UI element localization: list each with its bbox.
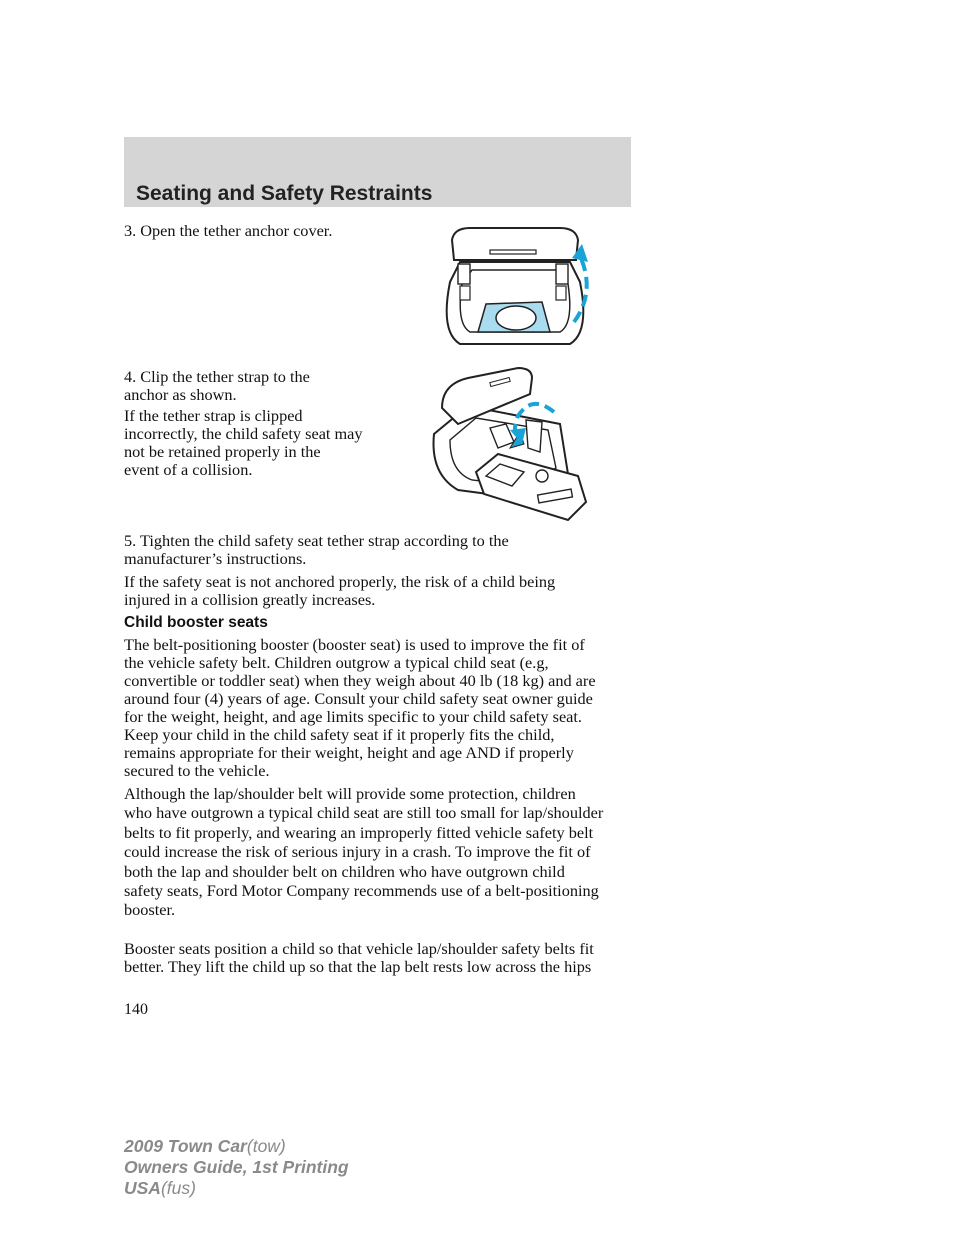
paragraph-line: who have outgrown a typical child seat are still too small for lap/shoulder (124, 803, 604, 823)
warning-line-2: incorrectly, the child safety seat may (124, 424, 363, 443)
paragraph-line: the vehicle safety belt. Children outgrow a typical child seat (e.g, (124, 653, 549, 672)
tether-strap-clip-icon (428, 364, 588, 524)
page-number: 140 (124, 1001, 148, 1018)
paragraph-line: Keep your child in the child safety seat if it properly fits the child, (124, 725, 555, 744)
paragraph-line: convertible or toddler seat) when they weigh about 40 lb (18 kg) and are (124, 671, 596, 690)
paragraph-line: could increase the risk of serious injury in a crash. To improve the fit of (124, 842, 591, 862)
warning-line-1: If the tether strap is clipped (124, 406, 303, 425)
paragraph-line: for the weight, height, and age limits specific to your child safety seat. (124, 707, 583, 726)
section-heading-booster: Child booster seats (124, 614, 268, 631)
footer-line-1 (124, 1136, 349, 1157)
footer-line-2 (124, 1157, 349, 1178)
paragraph-line: The belt-positioning booster (booster seat) is used to improve the fit of (124, 635, 585, 654)
booster-paragraph-1 (124, 636, 596, 780)
paragraph-line: safety seats, Ford Motor Company recommends use of a belt-positioning (124, 881, 599, 901)
footer-line-3 (124, 1178, 349, 1199)
print-footer (124, 1136, 349, 1199)
risk-line-1: If the safety seat is not anchored properly, the risk of a child being (124, 572, 556, 591)
paragraph-line: better. They lift the child up so that the lap belt rests low across the hips (124, 957, 592, 976)
paragraph-line: belts to fit properly, and wearing an improperly fitted vehicle safety belt (124, 822, 594, 842)
tether-anchor-cover-open-icon (430, 222, 600, 357)
paragraph-line: secured to the vehicle. (124, 761, 270, 780)
booster-paragraph-3 (124, 940, 594, 976)
risk-line-2: injured in a collision greatly increases. (124, 590, 376, 609)
paragraph-line: booster. (124, 900, 176, 920)
warning-line-3: not be retained properly in the (124, 442, 321, 461)
booster-paragraph-2 (124, 784, 603, 920)
footer-model-code: (tow) (246, 1136, 286, 1156)
paragraph-line: remains appropriate for their weight, height and age AND if properly (124, 743, 574, 762)
paragraph-line: Although the lap/shoulder belt will provide some protection, children (124, 784, 576, 803)
step-5-line-2: manufacturer’s instructions. (124, 549, 307, 568)
footer-market: USA (124, 1178, 161, 1198)
footer-edition: Owners Guide, 1st Printing (124, 1157, 349, 1177)
step-3-text: 3. Open the tether anchor cover. (124, 221, 333, 240)
paragraph-line: Booster seats position a child so that vehicle lap/shoulder safety belts fit (124, 939, 594, 958)
paragraph-line: both the lap and shoulder belt on children who have outgrown child (124, 861, 565, 881)
footer-market-code: (fus) (160, 1178, 196, 1198)
step-5-line-1: 5. Tighten the child safety seat tether strap according to the (124, 531, 509, 550)
step-4-line-1: 4. Clip the tether strap to the (124, 367, 310, 386)
paragraph-line: around four (4) years of age. Consult your child safety seat owner guide (124, 689, 593, 708)
step-4-line-2: anchor as shown. (124, 385, 237, 404)
footer-model: 2009 Town Car (124, 1136, 247, 1156)
warning-line-4: event of a collision. (124, 460, 253, 479)
page-title: Seating and Safety Restraints (136, 182, 433, 205)
